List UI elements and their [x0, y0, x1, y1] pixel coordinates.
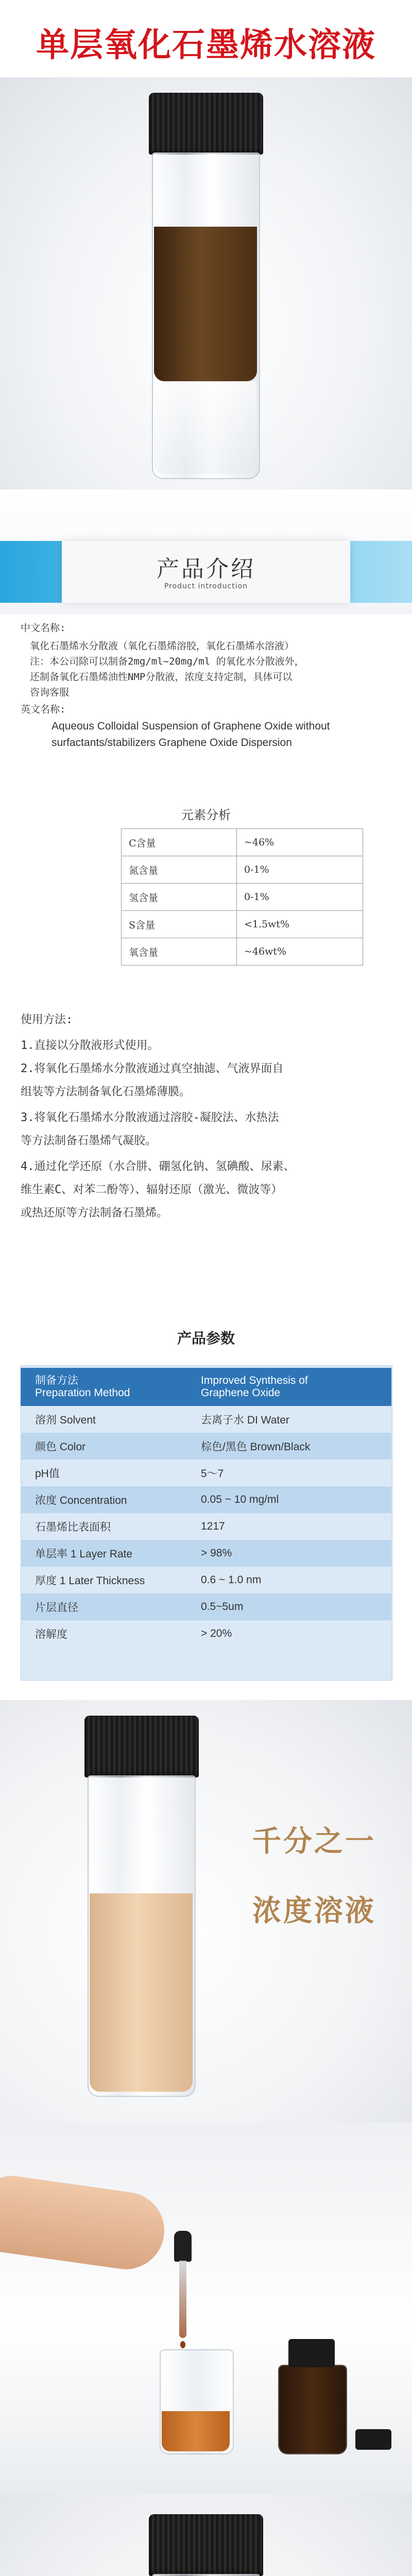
param-value: > 20%	[201, 1628, 232, 1639]
params-title: 产品参数	[177, 1330, 235, 1347]
element-value: 0-1%	[237, 884, 363, 911]
element-analysis-title: 元素分析	[181, 808, 231, 822]
cn-name-label: 中文名称:	[21, 622, 66, 634]
param-value: 5～7	[201, 1468, 224, 1480]
table-row	[21, 1620, 391, 1647]
param-key: 溶剂 Solvent	[35, 1414, 96, 1426]
param-key-en: Preparation Method	[35, 1387, 130, 1399]
note-line: 还制备氧化石墨烯油性NMP分散液，浓度支持定制，具体可以	[30, 671, 293, 683]
param-value: 棕色/黑色 Brown/Black	[201, 1441, 311, 1453]
usage-line: 维生素C、对苯二酚等）、辐射还原（激光、微波等）	[21, 1183, 283, 1196]
element-value: ~46wt%	[237, 938, 363, 965]
usage-line: 1.直接以分散液形式使用。	[21, 1039, 159, 1052]
table-row	[21, 1460, 391, 1486]
slogan-line: 千分之一	[252, 1825, 376, 1858]
table-row	[122, 829, 363, 856]
element-value: ~46%	[237, 829, 363, 856]
param-key: 石墨烯比表面积	[35, 1521, 111, 1533]
note-line: 咨询客服	[30, 687, 70, 698]
table-row	[21, 1433, 391, 1460]
param-value-line2: Graphene Oxide	[201, 1387, 281, 1399]
usage-line: 4.通过化学还原（水合肼、硼氢化钠、氢碘酸、尿素、	[21, 1160, 295, 1173]
slogan-line: 浓度溶液	[252, 1894, 376, 1928]
table-row	[122, 856, 363, 884]
en-name-line: surfactants/stabilizers Graphene Oxide Dispersion	[52, 737, 292, 749]
param-key: 溶解度	[35, 1629, 67, 1640]
table-row	[21, 1540, 391, 1567]
element-name: 氢含量	[122, 884, 237, 911]
param-key: 片层直径	[35, 1602, 78, 1614]
usage-line: 3.将氧化石墨烯水分散液通过溶胶-凝胶法、水热法	[21, 1111, 279, 1124]
intro-title: 产品介绍	[157, 556, 255, 582]
intro-subtitle: Product introduction	[164, 582, 248, 590]
page-title: 单层氧化石墨烯水溶液	[36, 26, 376, 64]
product-photo-dark-vial	[0, 77, 412, 489]
param-key: pH值	[35, 1468, 60, 1480]
param-value: > 98%	[201, 1547, 232, 1559]
element-name: C含量	[122, 829, 237, 856]
usage-line: 或热还原等方法制备石墨烯。	[21, 1207, 168, 1219]
table-row	[21, 1368, 391, 1406]
en-name-label: 英文名称:	[21, 704, 66, 715]
param-value: 去离子水 DI Water	[201, 1414, 289, 1426]
table-row	[21, 1486, 391, 1513]
table-row	[122, 884, 363, 911]
table-row	[21, 1513, 391, 1540]
param-key: 单层率 1 Layer Rate	[35, 1548, 133, 1560]
param-value: Improved Synthesis of	[201, 1375, 308, 1386]
param-value: 0.6 ~ 1.0 nm	[201, 1574, 262, 1586]
table-row	[21, 1594, 391, 1620]
element-name: 氮含量	[122, 856, 237, 884]
param-key: 制备方法	[35, 1375, 78, 1386]
usage-line: 等方法制备石墨烯气凝胶。	[21, 1134, 157, 1147]
element-value: <1.5wt%	[237, 911, 363, 938]
element-value: 0-1%	[237, 856, 363, 884]
en-name-line: Aqueous Colloidal Suspension of Graphene Oxide without	[52, 720, 330, 732]
usage-title: 使用方法:	[21, 1013, 73, 1026]
param-value: 0.5~5um	[201, 1601, 244, 1613]
table-row	[21, 1567, 391, 1594]
param-key: 浓度 Concentration	[35, 1495, 127, 1506]
param-key: 颜色 Color	[35, 1441, 86, 1453]
param-value: 0.05 ~ 10 mg/ml	[201, 1494, 279, 1505]
element-name: 氧含量	[122, 938, 237, 965]
note-line: 注：本公司除可以制备2mg/ml~20mg/ml 的氧化水分散液外，	[30, 656, 304, 667]
usage-line: 组装等方法制备氧化石墨烯薄膜。	[21, 1086, 191, 1098]
table-row	[122, 938, 363, 965]
param-value: 1217	[201, 1520, 225, 1532]
cn-name-line: 氧化石墨烯水分散液（氧化石墨烯溶胶，氧化石墨烯水溶液）	[30, 640, 295, 652]
table-row	[21, 1406, 391, 1433]
product-photo-amber-vial	[0, 2494, 412, 2576]
element-name: S含量	[122, 911, 237, 938]
product-photo-dropper	[0, 2123, 412, 2494]
usage-line: 2.将氧化石墨烯水分散液通过真空抽滤、气液界面自	[21, 1062, 284, 1075]
element-analysis-table	[121, 828, 363, 965]
param-key: 厚度 1 Later Thickness	[35, 1575, 145, 1587]
table-row	[122, 911, 363, 938]
